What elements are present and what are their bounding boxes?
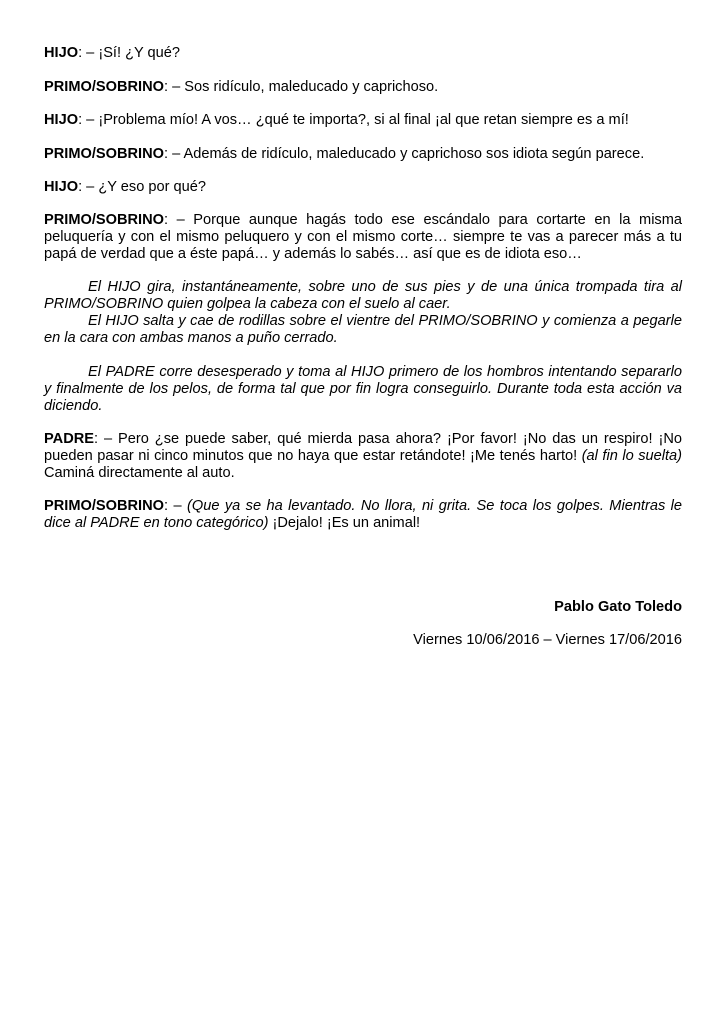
dialogue-text: – Porque aunque hagás todo ese escándalo para cortarte en la misma peluquería y con el mismo peluquero y con el mismo corte… siempre te vas a parecer más a tu papá de verdad que a éste papá… y además lo sabés… así que es de idiota eso…	[44, 212, 682, 262]
stage-aside: (Que ya se ha levantado. No llora, ni grita. Se toca los golpes. Mientras le dice al PADRE en tono categórico)	[44, 498, 683, 531]
dialogue-line-3	[44, 112, 682, 129]
dialogue-text: ¡Dejalo! ¡Es un animal!	[268, 515, 421, 531]
stage-direction-2: El HIJO salta y cae de rodillas sobre el vientre del PRIMO/SOBRINO y comienza a pegarle en la cara con ambas manos a puño cerrado.	[44, 313, 682, 346]
speaker-separator: :	[164, 146, 173, 162]
dialogue-text: – ¿Y eso por qué?	[86, 179, 206, 195]
speaker-separator: :	[164, 79, 173, 95]
dialogue-text: – ¡Sí! ¿Y qué?	[86, 45, 181, 61]
dialogue-line-6	[44, 212, 682, 263]
dialogue-text: – ¡Problema mío! A vos… ¿qué te importa?, si al final ¡al que retan siempre es a mí!	[86, 112, 629, 128]
stage-direction-1: El HIJO gira, instantáneamente, sobre uno de sus pies y de una única trompada tira al PRIMO/SOBRINO quien golpea la cabeza con el suelo al caer.	[44, 279, 682, 312]
date-range: Viernes 10/06/2016 – Viernes 17/06/2016	[413, 632, 682, 648]
speaker-name: HIJO	[44, 45, 79, 61]
speaker-name: PRIMO/SOBRINO	[44, 146, 164, 162]
dialogue-line-2	[44, 79, 682, 96]
speaker-name: PRIMO/SOBRINO	[44, 498, 164, 514]
speaker-separator: :	[78, 45, 87, 61]
author-signature: Pablo Gato Toledo	[554, 599, 682, 615]
dialogue-text: – Sos ridículo, maleducado y caprichoso.	[172, 79, 439, 95]
stage-aside: (al fin lo suelta)	[581, 448, 682, 464]
speaker-separator: :	[78, 112, 87, 128]
dialogue-line-5	[44, 179, 682, 196]
dialogue-text: Caminá directamente al auto.	[44, 465, 235, 481]
stage-direction-3: El PADRE corre desesperado y toma al HIJO primero de los hombros intentando separarlo y finalmente de los pelos, de forma tal que por fin logra conseguirlo. Durante toda esta acción va diciendo.	[44, 364, 682, 414]
speaker-name: PRIMO/SOBRINO	[44, 212, 164, 228]
dialogue-line-4	[44, 146, 682, 163]
dialogue-text: – Además de ridículo, maleducado y caprichoso sos idiota según parece.	[172, 146, 645, 162]
speaker-separator: :	[78, 179, 87, 195]
dialogue-text: – Pero ¿se puede saber, qué mierda pasa ahora? ¡Por favor! ¡No das un respiro! ¡No pueden pasar ni cinco minutos que no haya que estar retándote! ¡Me tenés harto!	[44, 431, 683, 464]
dialogue-line-1	[44, 45, 682, 62]
speaker-name: HIJO	[44, 112, 79, 128]
speaker-separator: :	[94, 431, 104, 447]
speaker-name: PRIMO/SOBRINO	[44, 79, 164, 95]
speaker-separator: :	[164, 212, 177, 228]
speaker-name: HIJO	[44, 179, 79, 195]
dialogue-padre	[44, 431, 682, 482]
speaker-separator: :	[164, 498, 174, 514]
dialogue-primo-final	[44, 498, 682, 532]
dialogue-dash: –	[173, 498, 187, 514]
speaker-name: PADRE	[44, 431, 95, 447]
